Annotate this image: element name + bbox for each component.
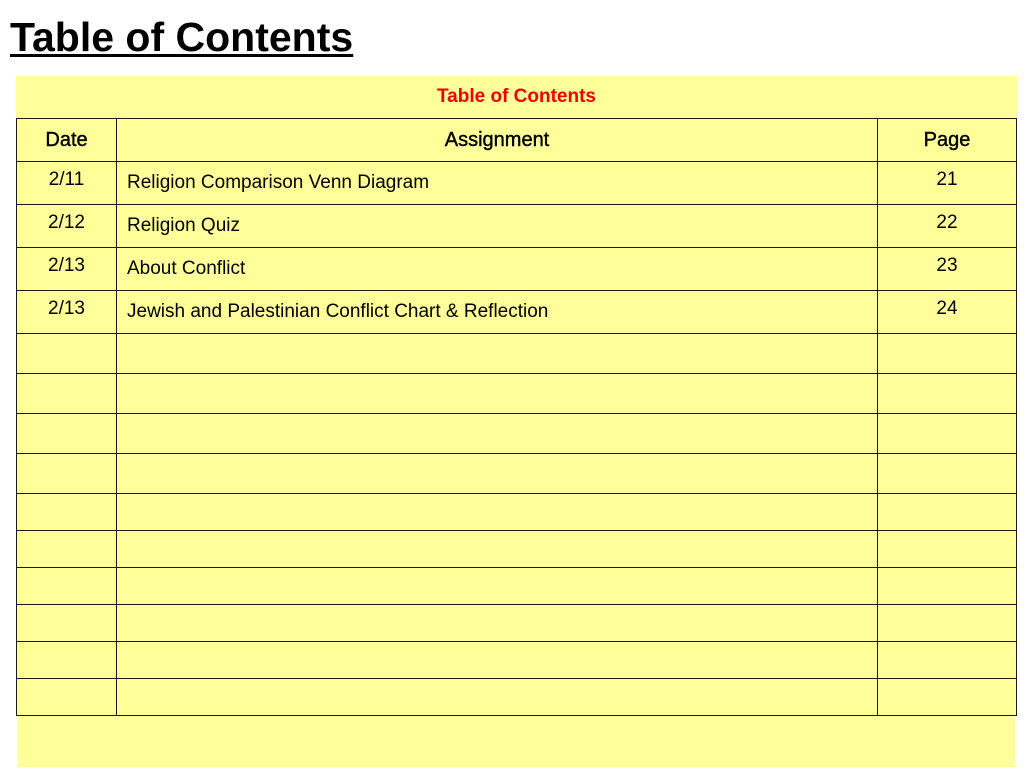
assignment-cell: Religion Comparison Venn Diagram [117, 162, 878, 205]
page-cell: 23 [878, 248, 1017, 291]
date-cell [17, 494, 117, 531]
date-cell: 2/13 [17, 248, 117, 291]
column-header-date: Date [17, 119, 117, 162]
toc-table [16, 76, 1017, 716]
table-row [17, 568, 1017, 605]
table-row [17, 642, 1017, 679]
assignment-cell: Jewish and Palestinian Conflict Chart & Reflection [117, 291, 878, 334]
date-cell: 2/13 [17, 291, 117, 334]
page-cell [878, 374, 1017, 414]
page-cell [878, 414, 1017, 454]
assignment-cell [117, 605, 878, 642]
date-cell [17, 679, 117, 716]
column-header-page: Page [878, 119, 1017, 162]
page-cell [878, 494, 1017, 531]
page-cell [878, 334, 1017, 374]
assignment-cell [117, 642, 878, 679]
table-row [17, 374, 1017, 414]
assignment-cell: Religion Quiz [117, 205, 878, 248]
page-title: Table of Contents [10, 14, 354, 60]
table-row [17, 414, 1017, 454]
assignment-cell [117, 334, 878, 374]
assignment-cell: About Conflict [117, 248, 878, 291]
date-cell: 2/11 [17, 162, 117, 205]
date-cell [17, 642, 117, 679]
table-row [17, 531, 1017, 568]
table-row [17, 334, 1017, 374]
page-cell: 21 [878, 162, 1017, 205]
assignment-cell [117, 531, 878, 568]
assignment-cell [117, 679, 878, 716]
assignment-cell [117, 454, 878, 494]
page-cell [878, 568, 1017, 605]
table-row [17, 205, 1017, 248]
page-cell [878, 642, 1017, 679]
date-cell [17, 374, 117, 414]
date-cell [17, 605, 117, 642]
table-row [17, 605, 1017, 642]
table-row [17, 454, 1017, 494]
assignment-cell [117, 414, 878, 454]
table-row [17, 494, 1017, 531]
date-cell [17, 531, 117, 568]
table-caption: Table of Contents [17, 76, 1017, 119]
date-cell [17, 454, 117, 494]
table-row [17, 248, 1017, 291]
page-cell: 24 [878, 291, 1017, 334]
table-caption-row [17, 76, 1017, 119]
assignment-cell [117, 374, 878, 414]
assignment-cell [117, 568, 878, 605]
page-cell [878, 531, 1017, 568]
table-header-row [17, 119, 1017, 162]
page-cell [878, 454, 1017, 494]
date-cell [17, 414, 117, 454]
table-row [17, 291, 1017, 334]
table-row [17, 679, 1017, 716]
table-row [17, 162, 1017, 205]
page-cell [878, 605, 1017, 642]
date-cell: 2/12 [17, 205, 117, 248]
page-cell: 22 [878, 205, 1017, 248]
page-cell [878, 679, 1017, 716]
date-cell [17, 568, 117, 605]
assignment-cell [117, 494, 878, 531]
column-header-assignment: Assignment [117, 119, 878, 162]
date-cell [17, 334, 117, 374]
